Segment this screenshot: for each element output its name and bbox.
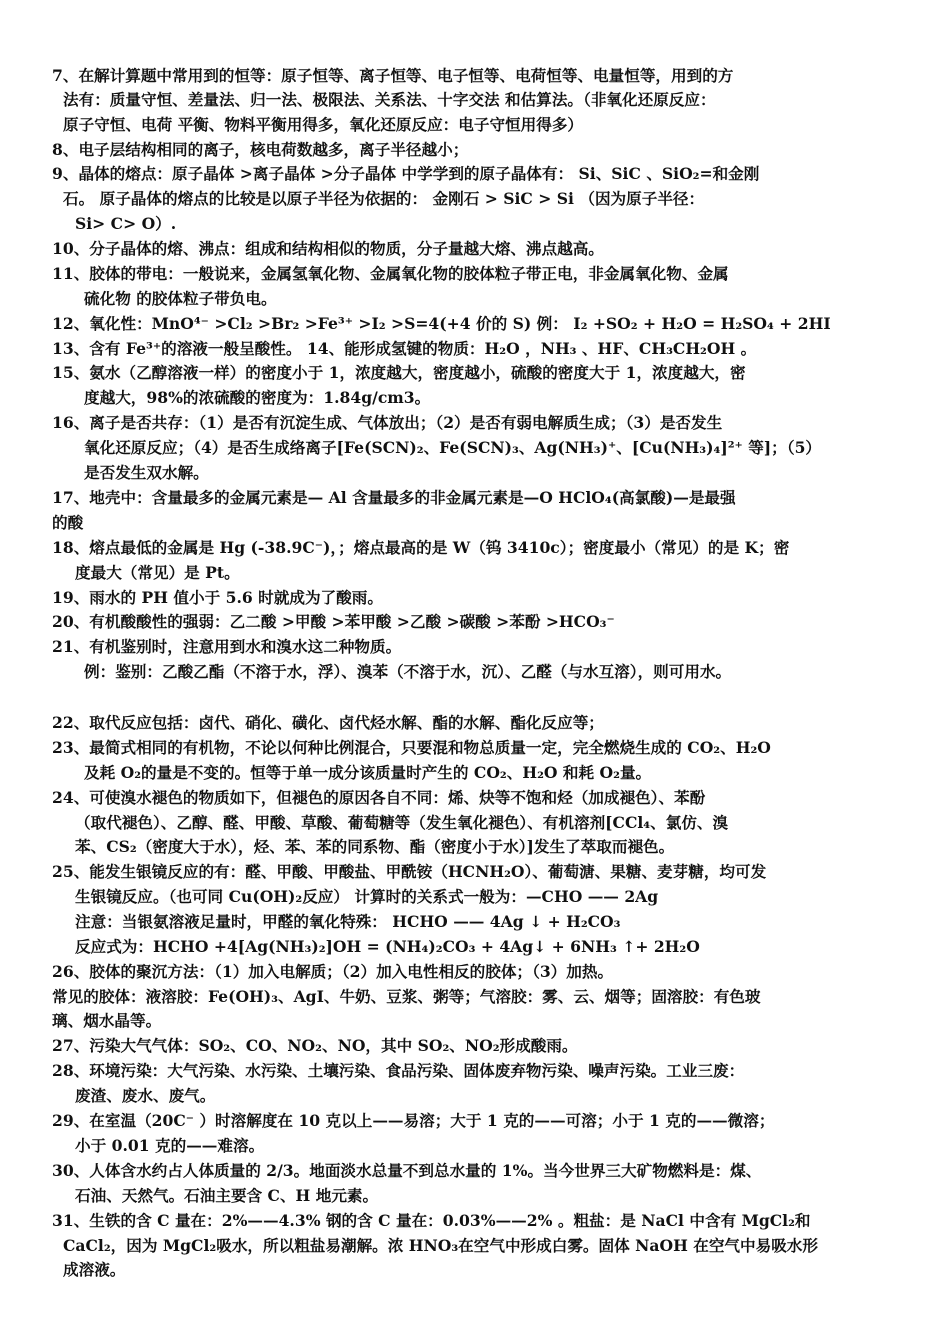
- text-line: 29、在室温（20C⁻ ）时溶解度在 10 克以上——易溶；大于 1 克的——可溶；小于 1 克的——微溶；: [52, 1111, 775, 1130]
- text-line: 10、分子晶体的熔、沸点：组成和结构相似的物质，分子量越大熔、沸点越高。: [52, 239, 604, 258]
- text-line: 20、有机酸酸性的强弱：乙二酸 >甲酸 >苯甲酸 >乙酸 >碳酸 >苯酚 >HCO₃⁻: [52, 612, 615, 631]
- text-line: CaCl₂，因为 MgCl₂吸水，所以粗盐易潮解。浓 HNO₃在空气中形成白雾。固体 NaOH 在空气中易吸水形: [63, 1236, 818, 1255]
- text-line: 原子守恒、电荷 平衡、物料平衡用得多，氧化还原反应：电子守恒用得多）: [63, 115, 584, 134]
- text-line: 9、晶体的熔点：原子晶体 >离子晶体 >分子晶体 中学学到的原子晶体有： Si、SiC 、SiO₂=和金刚: [52, 164, 760, 183]
- text-line: 15、氨水（乙醇溶液一样）的密度小于 1，浓度越大，密度越小，硫酸的密度大于 1，浓度越大，密: [52, 363, 746, 382]
- text-line: 17、地壳中：含量最多的金属元素是— Al 含量最多的非金属元素是—O HClO₄(高氯酸)—是最强: [52, 488, 736, 507]
- text-line: 12、氧化性：MnO⁴⁻ >Cl₂ >Br₂ >Fe³⁺ >I₂ >S=4(+4 价的 S) 例： I₂ +SO₂ + H₂O = H₂SO₄ + 2HI: [52, 314, 831, 333]
- text-line: 25、能发生银镜反应的有：醛、甲酸、甲酸盐、甲酰铵（HCNH₂O）、葡萄溏、果糖、麦芽糖，均可发: [52, 862, 767, 881]
- text-line: 废渣、废水、废气。: [75, 1086, 216, 1105]
- text-line: 璃、烟水晶等。: [52, 1011, 162, 1030]
- text-line: 19、雨水的 PH 值小于 5.6 时就成为了酸雨。: [52, 588, 383, 607]
- text-line: 注意：当银氨溶液足量时，甲醛的氧化特殊： HCHO —— 4Ag ↓ + H₂CO₃: [75, 912, 621, 931]
- text-line: 例：鉴别：乙酸乙酯（不溶于水，浮）、溴苯（不溶于水，沉）、乙醛（与水互溶），则可用水。: [84, 662, 732, 681]
- text-line: 度越大，98%的浓硫酸的密度为：1.84g/cm3。: [84, 388, 431, 407]
- text-line: 16、离子是否共存：（1）是否有沉淀生成、气体放出；（2）是否有弱电解质生成；（3）是否发生: [52, 413, 723, 432]
- text-line: 石油、天然气。石油主要含 C、H 地元素。: [75, 1186, 379, 1205]
- text-line: 小于 0.01 克的——难溶。: [75, 1136, 265, 1155]
- text-line: （取代褪色）、乙醇、醛、甲酸、草酸、葡萄糖等（发生氧化褪色）、有机溶剂[CCl₄、氯仿、溴: [75, 813, 729, 832]
- text-line: 苯、CS₂（密度大于水），烃、苯、苯的同系物、酯（密度小于水）]发生了萃取而褪色。: [75, 837, 675, 856]
- text-line: 8、电子层结构相同的离子，核电荷数越多，离子半径越小；: [52, 140, 469, 159]
- text-line: 法有：质量守恒、差量法、归一法、极限法、关系法、十字交法 和估算法。（非氧化还原反应：: [63, 90, 716, 109]
- text-line: 及耗 O₂的量是不变的。恒等于单一成分该质量时产生的 CO₂、H₂O 和耗 O₂量。: [84, 763, 652, 782]
- text-line: 度最大（常见）是 Pt。: [75, 563, 240, 582]
- text-line: 18、熔点最低的金属是 Hg (-38.9C⁻)，；熔点最高的是 W（钨 3410c）；密度最小（常见）的是 K；密: [52, 538, 790, 557]
- text-line: 成溶液。: [63, 1260, 126, 1279]
- text-line: 石。 原子晶体的熔点的比较是以原子半径为依据的： 金刚石 > SiC > Si （因为原子半径：: [63, 189, 705, 208]
- text-line: 氧化还原反应；（4）是否生成络离子[Fe(SCN)₂、Fe(SCN)₃、Ag(NH₃)⁺、[Cu(NH₃)₄]²⁺ 等]；（5）: [84, 438, 822, 457]
- text-line: 7、在解计算题中常用到的恒等：原子恒等、离子恒等、电子恒等、电荷恒等、电量恒等，用到的方: [52, 66, 734, 85]
- text-line: 28、环境污染：大气污染、水污染、土壤污染、食品污染、固体废弃物污染、噪声污染。工业三废：: [52, 1061, 745, 1080]
- text-line: 11、胶体的带电：一般说来，金属氢氧化物、金属氧化物的胶体粒子带正电，非金属氧化物、金属: [52, 264, 729, 283]
- text-line: 26、胶体的聚沉方法：（1）加入电解质；（2）加入电性相反的胶体；（3）加热。: [52, 962, 614, 981]
- text-line: 24、可使溴水褪色的物质如下，但褪色的原因各自不同：烯、炔等不饱和烃（加成褪色）、苯酚: [52, 788, 706, 807]
- text-line: 22、取代反应包括：卤代、硝化、磺化、卤代烃水解、酯的水解、酯化反应等；: [52, 713, 604, 732]
- text-line: 27、污染大气气体：SO₂、CO、NO₂、NO，其中 SO₂、NO₂形成酸雨。: [52, 1036, 578, 1055]
- text-line: 硫化物 的胶体粒子带负电。: [84, 289, 277, 308]
- text-line: 反应式为：HCHO +4[Ag(NH₃)₂]OH = (NH₄)₂CO₃ + 4Ag↓ + 6NH₃ ↑+ 2H₂O: [75, 937, 700, 956]
- text-line: 是否发生双水解。: [84, 463, 209, 482]
- text-line: 31、生铁的含 C 量在：2%——4.3% 钢的含 C 量在：0.03%——2% 。粗盐：是 NaCl 中含有 MgCl₂和: [52, 1211, 811, 1230]
- text-line: 30、人体含水约占人体质量的 2/3。地面淡水总量不到总水量的 1%。当今世界三大矿物燃料是：煤、: [52, 1161, 762, 1180]
- text-line: 常见的胶体：液溶胶：Fe(OH)₃、AgI、牛奶、豆浆、粥等；气溶胶：雾、云、烟等；固溶胶：有色玻: [52, 987, 761, 1006]
- text-line: 13、含有 Fe³⁺的溶液一般呈酸性。 14、能形成氢键的物质：H₂O ，NH₃ 、HF、CH₃CH₂OH 。: [52, 339, 757, 358]
- text-line: 的酸: [52, 513, 84, 532]
- text-line: 23、最简式相同的有机物，不论以何种比例混合，只要混和物总质量一定，完全燃烧生成的 CO₂、H₂O: [52, 738, 771, 757]
- text-line: Si> C> O）.: [75, 214, 177, 233]
- text-line: 生银镜反应。（也可同 Cu(OH)₂反应） 计算时的关系式一般为：—CHO —— 2Ag: [75, 887, 659, 906]
- text-line: 21、有机鉴别时，注意用到水和溴水这二种物质。: [52, 637, 402, 656]
